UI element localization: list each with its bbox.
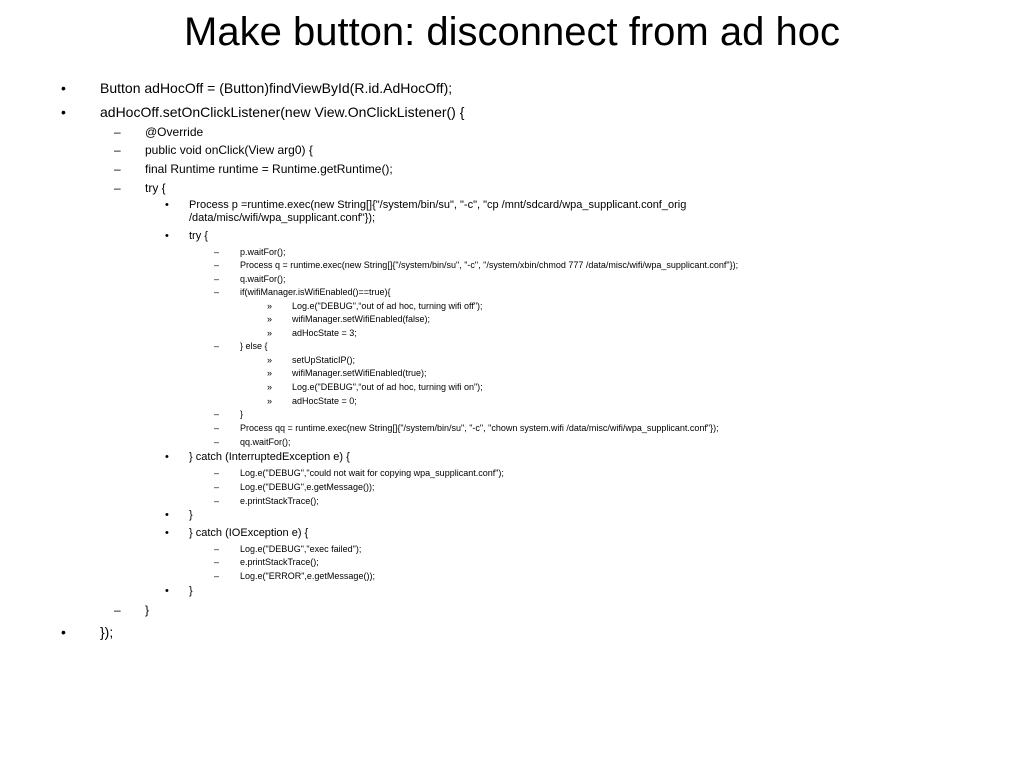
bullet-text: @Override [145, 125, 204, 139]
bullet-text: Button adHocOff = (Button)findViewById(R.id.AdHocOff); [100, 80, 453, 96]
bullet-text: public void onClick(View arg0) { [145, 143, 313, 157]
bullet-text: Process q = runtime.exec(new String[]{"/system/bin/su", "-c", "/system/xbin/chmod 777 /data/misc/wifi/wpa_supplicant.conf"}); [240, 260, 739, 270]
bullet-marker: • [165, 585, 169, 597]
bullet-text: try { [189, 230, 208, 242]
bullet-marker: – [214, 247, 220, 257]
bullet-text: } [240, 409, 244, 419]
bullet-marker: – [214, 437, 220, 447]
bullet-text: Log.e("DEBUG",e.getMessage()); [240, 482, 375, 492]
bullet-marker: • [165, 527, 169, 539]
bullet-marker: – [214, 544, 220, 554]
bullet-marker: • [165, 199, 169, 211]
bullet-text: Process p =runtime.exec(new String[]{"/system/bin/su", "-c", "cp /mnt/sdcard/wpa_supplicant.conf_orig [189, 199, 687, 211]
bullet-marker: • [61, 80, 66, 96]
bullet-text: Log.e("DEBUG",“out of ad hoc, turning wifi off"); [292, 301, 483, 311]
bullet-marker: – [114, 181, 121, 195]
bullet-text: }); [100, 624, 114, 640]
bullet-marker: – [214, 341, 220, 351]
bullet-text: Process qq = runtime.exec(new String[]{"/system/bin/su", "-c", "chown system.wifi /data/misc/wifi/wpa_supplicant.conf"}); [240, 423, 719, 433]
bullet-text: Log.e("ERROR",e.getMessage()); [240, 571, 375, 581]
bullet-text: /data/misc/wifi/wpa_supplicant.conf"}); [189, 212, 376, 224]
bullet-text: adHocState = 3; [292, 328, 357, 338]
bullet-text: } [189, 509, 193, 521]
bullet-marker: – [214, 409, 220, 419]
bullet-marker: – [114, 143, 121, 157]
bullet-marker: » [267, 382, 273, 392]
bullet-text: adHocState = 0; [292, 396, 357, 406]
bullet-text: q.waitFor(); [240, 274, 286, 284]
bullet-marker: » [267, 396, 273, 406]
bullet-text: p.waitFor(); [240, 247, 286, 257]
bullet-marker: • [61, 104, 66, 120]
bullet-marker: – [214, 468, 220, 478]
bullet-text: } [145, 603, 150, 617]
bullet-marker: • [165, 509, 169, 521]
bullet-marker: » [267, 301, 273, 311]
bullet-marker: – [214, 571, 220, 581]
bullet-text: Log.e("DEBUG","exec failed"); [240, 544, 362, 554]
bullet-text: e.printStackTrace(); [240, 557, 319, 567]
bullet-marker: – [214, 482, 220, 492]
bullet-marker: – [214, 423, 220, 433]
bullet-text: Log.e("DEBUG",“out of ad hoc, turning wifi on"); [292, 382, 483, 392]
bullet-marker: – [114, 162, 121, 176]
bullet-text: final Runtime runtime = Runtime.getRuntime(); [145, 162, 393, 176]
bullet-text: wifiManager.setWifiEnabled(true); [292, 368, 427, 378]
bullet-text: qq.waitFor(); [240, 437, 291, 447]
bullet-text: wifiManager.setWifiEnabled(false); [292, 314, 431, 324]
slide-title: Make button: disconnect from ad hoc [184, 10, 840, 54]
bullet-text: try { [145, 181, 166, 195]
bullet-marker: – [114, 125, 121, 139]
bullet-marker: – [214, 274, 220, 284]
bullet-marker: – [214, 287, 220, 297]
bullet-marker: – [214, 260, 220, 270]
bullet-marker: – [214, 557, 220, 567]
bullet-marker: » [267, 368, 273, 378]
bullet-marker: » [267, 314, 273, 324]
bullet-text: Log.e("DEBUG","could not wait for copying wpa_supplicant.conf"); [240, 468, 504, 478]
bullet-text: if(wifiManager.isWifiEnabled()==true){ [240, 287, 391, 297]
bullet-text: adHocOff.setOnClickListener(new View.OnClickListener() { [100, 104, 465, 120]
bullet-text: } [189, 585, 193, 597]
bullet-text: } catch (InterruptedException e) { [189, 451, 350, 463]
bullet-text: } else { [240, 341, 268, 351]
bullet-text: e.printStackTrace(); [240, 496, 319, 506]
bullet-marker: » [267, 355, 273, 365]
bullet-marker: – [114, 603, 121, 617]
bullet-text: } catch (IOException e) { [189, 527, 309, 539]
bullet-marker: • [165, 451, 169, 463]
bullet-marker: • [165, 230, 169, 242]
bullet-marker: » [267, 328, 273, 338]
bullet-marker: – [214, 496, 220, 506]
bullet-marker: • [61, 624, 66, 640]
bullet-text: setUpStaticIP(); [292, 355, 356, 365]
